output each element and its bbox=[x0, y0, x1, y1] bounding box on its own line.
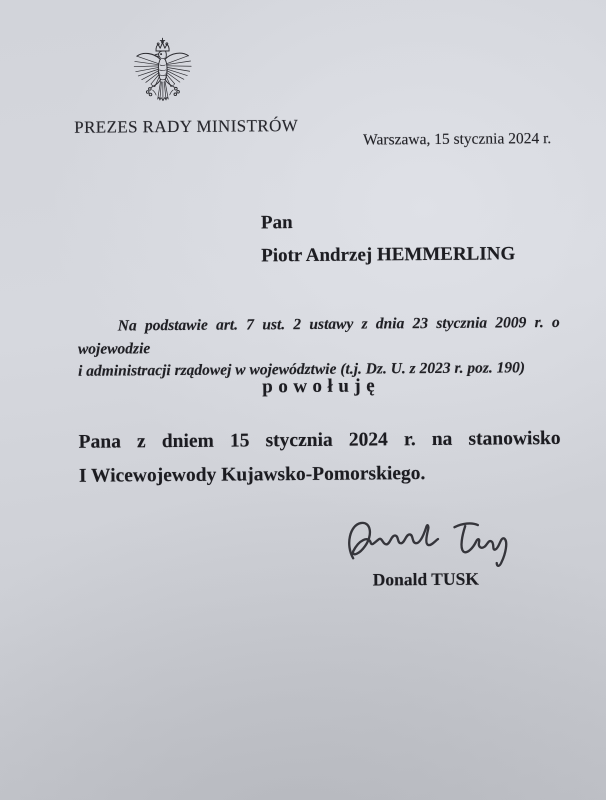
addressee-name: Piotr Andrzej HEMMERLING bbox=[261, 243, 516, 267]
legal-basis-paragraph bbox=[78, 312, 561, 383]
polish-eagle-emblem-icon bbox=[131, 36, 194, 116]
signer-name: Donald TUSK bbox=[372, 568, 479, 590]
addressee-block bbox=[261, 204, 516, 272]
legal-basis-line-1: Na podstawie art. 7 ust. 2 ustawy z dnia 23 stycznia 2009 r. o wojewodzie bbox=[77, 313, 560, 358]
appointment-act-word: powołuję bbox=[262, 375, 381, 398]
office-title: PREZES RADY MINISTRÓW bbox=[74, 116, 299, 137]
body-line-2: I Wicewojewody Kujawsko-Pomorskiego. bbox=[78, 463, 426, 487]
addressee-salutation: Pan bbox=[260, 212, 293, 234]
body-line-1: Pana z dniem 15 stycznia 2024 r. na stanowisko bbox=[78, 427, 561, 453]
place-and-date: Warszawa, 15 stycznia 2024 r. bbox=[363, 130, 552, 149]
handwritten-signature-icon bbox=[337, 511, 542, 577]
appointment-body-paragraph bbox=[79, 422, 562, 494]
legal-basis-line-2: i administracji rządowej w województwie (t.j. Dz. U. z 2023 r. poz. 190) bbox=[78, 359, 526, 380]
